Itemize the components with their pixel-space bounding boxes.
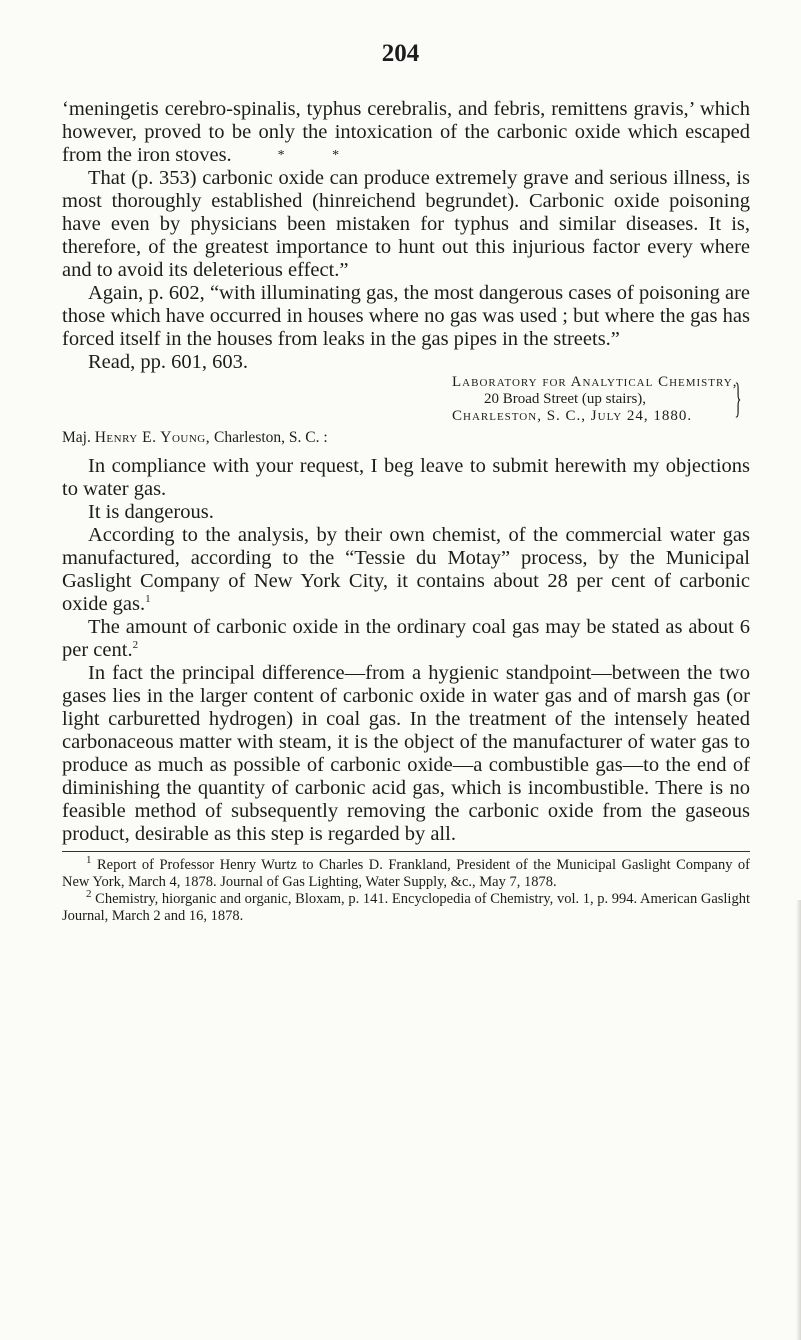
paragraph-intro <box>62 98 750 167</box>
page-body <box>62 98 750 925</box>
paragraph-coal-gas <box>62 616 750 662</box>
paragraph-illuminating-gas: Again, p. 602, “with illuminating gas, the most dangerous cases of poisoning are those which have occurred in houses where no gas was used ; but where the gas has forced itself in the houses from leaks in the gas pipes in the streets.” <box>62 282 750 350</box>
footnote-divider <box>62 851 750 852</box>
addressee-place: Charleston, S. C. : <box>214 429 328 446</box>
footnote-text: Chemistry, hiorganic and organic, Bloxam, p. 141. Encyclopedia of Chemistry, vol. 1, p. 994. American Gaslight Journal, March 2 and 16, 1878. <box>62 891 750 924</box>
paragraph-text: ‘meningetis cerebro-spinalis, typhus cerebralis, and febris, remittens gravis,’ which however, proved to be only the intoxication of the carbonic oxide which escaped from the iron stoves. <box>62 98 750 166</box>
page-edge-shadow <box>796 900 801 1340</box>
footnote-2 <box>62 888 750 925</box>
letterhead-place-date <box>452 408 750 425</box>
paragraph-text: The amount of carbonic oxide in the ordinary coal gas may be stated as about 6 per cent. <box>62 616 750 661</box>
footnote-text: Report of Professor Henry Wurtz to Charles D. Frankland, President of the Municipal Gaslight Company of New York, March 4, 1878. Journal of Gas Lighting, Water Supply, &c., May 7, 1878. <box>62 857 751 890</box>
paragraph-text: According to the analysis, by their own chemist, of the commercial water gas manufactured, according to the “Tessie du Motay” process, by the Municipal Gaslight Company of New York City, it contains about 28 per cent of carbonic oxide gas. <box>62 524 750 615</box>
addressee-name: Henry E. Young, <box>94 429 211 446</box>
footnote-1 <box>62 854 751 891</box>
asterism: * * <box>277 148 362 163</box>
paragraph-dangerous: It is dangerous. <box>88 501 214 523</box>
letterhead-city: Charleston, S. C., July 24, 1880. <box>452 408 693 424</box>
footnote-marker: 2 <box>86 888 92 901</box>
paragraph-difference: In fact the principal difference—from a hygienic standpoint—between the two gases lies in the larger content of carbonic oxide in water gas and of marsh gas (or light carburetted hydrogen) in coal gas. In the treatment of the intensely heated carbonaceous matter with steam, it is the object of the manufacturer of water gas to produce as much as possible of carbonic oxide—a combustible gas—to the end of diminishing the quantity of carbonic acid gas, which is incombustible. There is no feasible method of subsequently removing the carbonic oxide from the gaseous product, desirable as this step is regarded by all. <box>62 662 750 845</box>
paragraph-carbonic-illness: That (p. 353) carbonic oxide can produce extremely grave and serious illness, is most thoroughly established (hinreichend begrundet). Carbonic oxide poisoning have even by physicians been mistaken for typhus and similar diseases. It is, therefore, of the greatest importance to hunt out this injurious factor every where and to avoid its deleterious effect.” <box>62 167 750 281</box>
addressee <box>62 428 750 447</box>
paragraph-analysis <box>62 524 750 616</box>
letterhead-address: 20 Broad Street (up stairs), <box>484 391 647 407</box>
letterhead <box>62 374 750 425</box>
paragraph-compliance: In compliance with your request, I beg leave to submit herewith my objections to water gas. <box>62 455 750 500</box>
letterhead-institution: Laboratory for Analytical Chemistry, <box>452 374 738 390</box>
footnote-marker: 1 <box>86 854 92 867</box>
brace-symbol: } <box>734 376 742 422</box>
footnote-ref: 2 <box>132 639 139 652</box>
footnote-ref: 1 <box>145 593 151 606</box>
page-number: 204 <box>381 40 420 67</box>
addressee-prefix: Maj. <box>62 429 91 446</box>
paragraph-read-pages: Read, pp. 601, 603. <box>88 351 248 373</box>
